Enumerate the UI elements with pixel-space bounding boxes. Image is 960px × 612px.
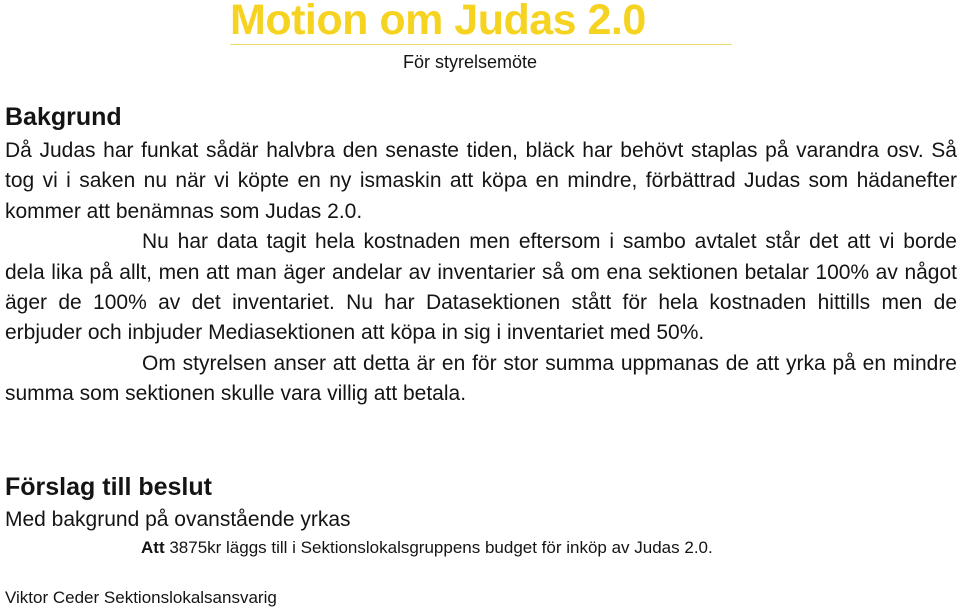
signature: Viktor Ceder Sektionslokalsansvarig <box>5 588 277 607</box>
att-label: Att <box>141 538 165 557</box>
title-underline <box>230 44 732 45</box>
background-paragraph-3: Om styrelsen anser att detta är en för stor summa uppmanas de att yrka på en mindre summa som sektionen skulle vara villig att betala. <box>5 351 957 406</box>
document-subtitle: För styrelsemöte <box>403 52 538 72</box>
proposal-heading: Förslag till beslut <box>5 473 212 501</box>
proposal-intro: Med bakgrund på ovanstående yrkas <box>5 508 351 531</box>
background-heading: Bakgrund <box>5 103 122 131</box>
background-paragraph-2: Nu har data tagit hela kostnaden men eftersom i sambo avtalet står det att vi borde dela lika på allt, men att man äger andelar av inventarier så om ena sektionen betalar 100% av något äger de 100% av det inventariet. Nu har Datasektionen stått för hela kostnaden hittills men de erbjuder och inbjuder Mediasektionen att köpa in sig i inventariet med 50%. <box>5 230 957 345</box>
background-paragraph-1: Då Judas har funkat sådär halvbra den senaste tiden, bläck har behövt staplas på varandra osv. Så tog vi i saken nu när vi köpte en ny ismaskin att köpa en mindre, förbättrad Judas som hädanefter kommer att benämnas som Judas 2.0. <box>5 139 957 223</box>
background-section <box>5 136 957 410</box>
proposal-att-line <box>141 538 713 558</box>
document-title: Motion om Judas 2.0 <box>230 0 646 44</box>
att-text: 3875kr läggs till i Sektionslokalsgruppens budget för inköp av Judas 2.0. <box>164 538 713 557</box>
